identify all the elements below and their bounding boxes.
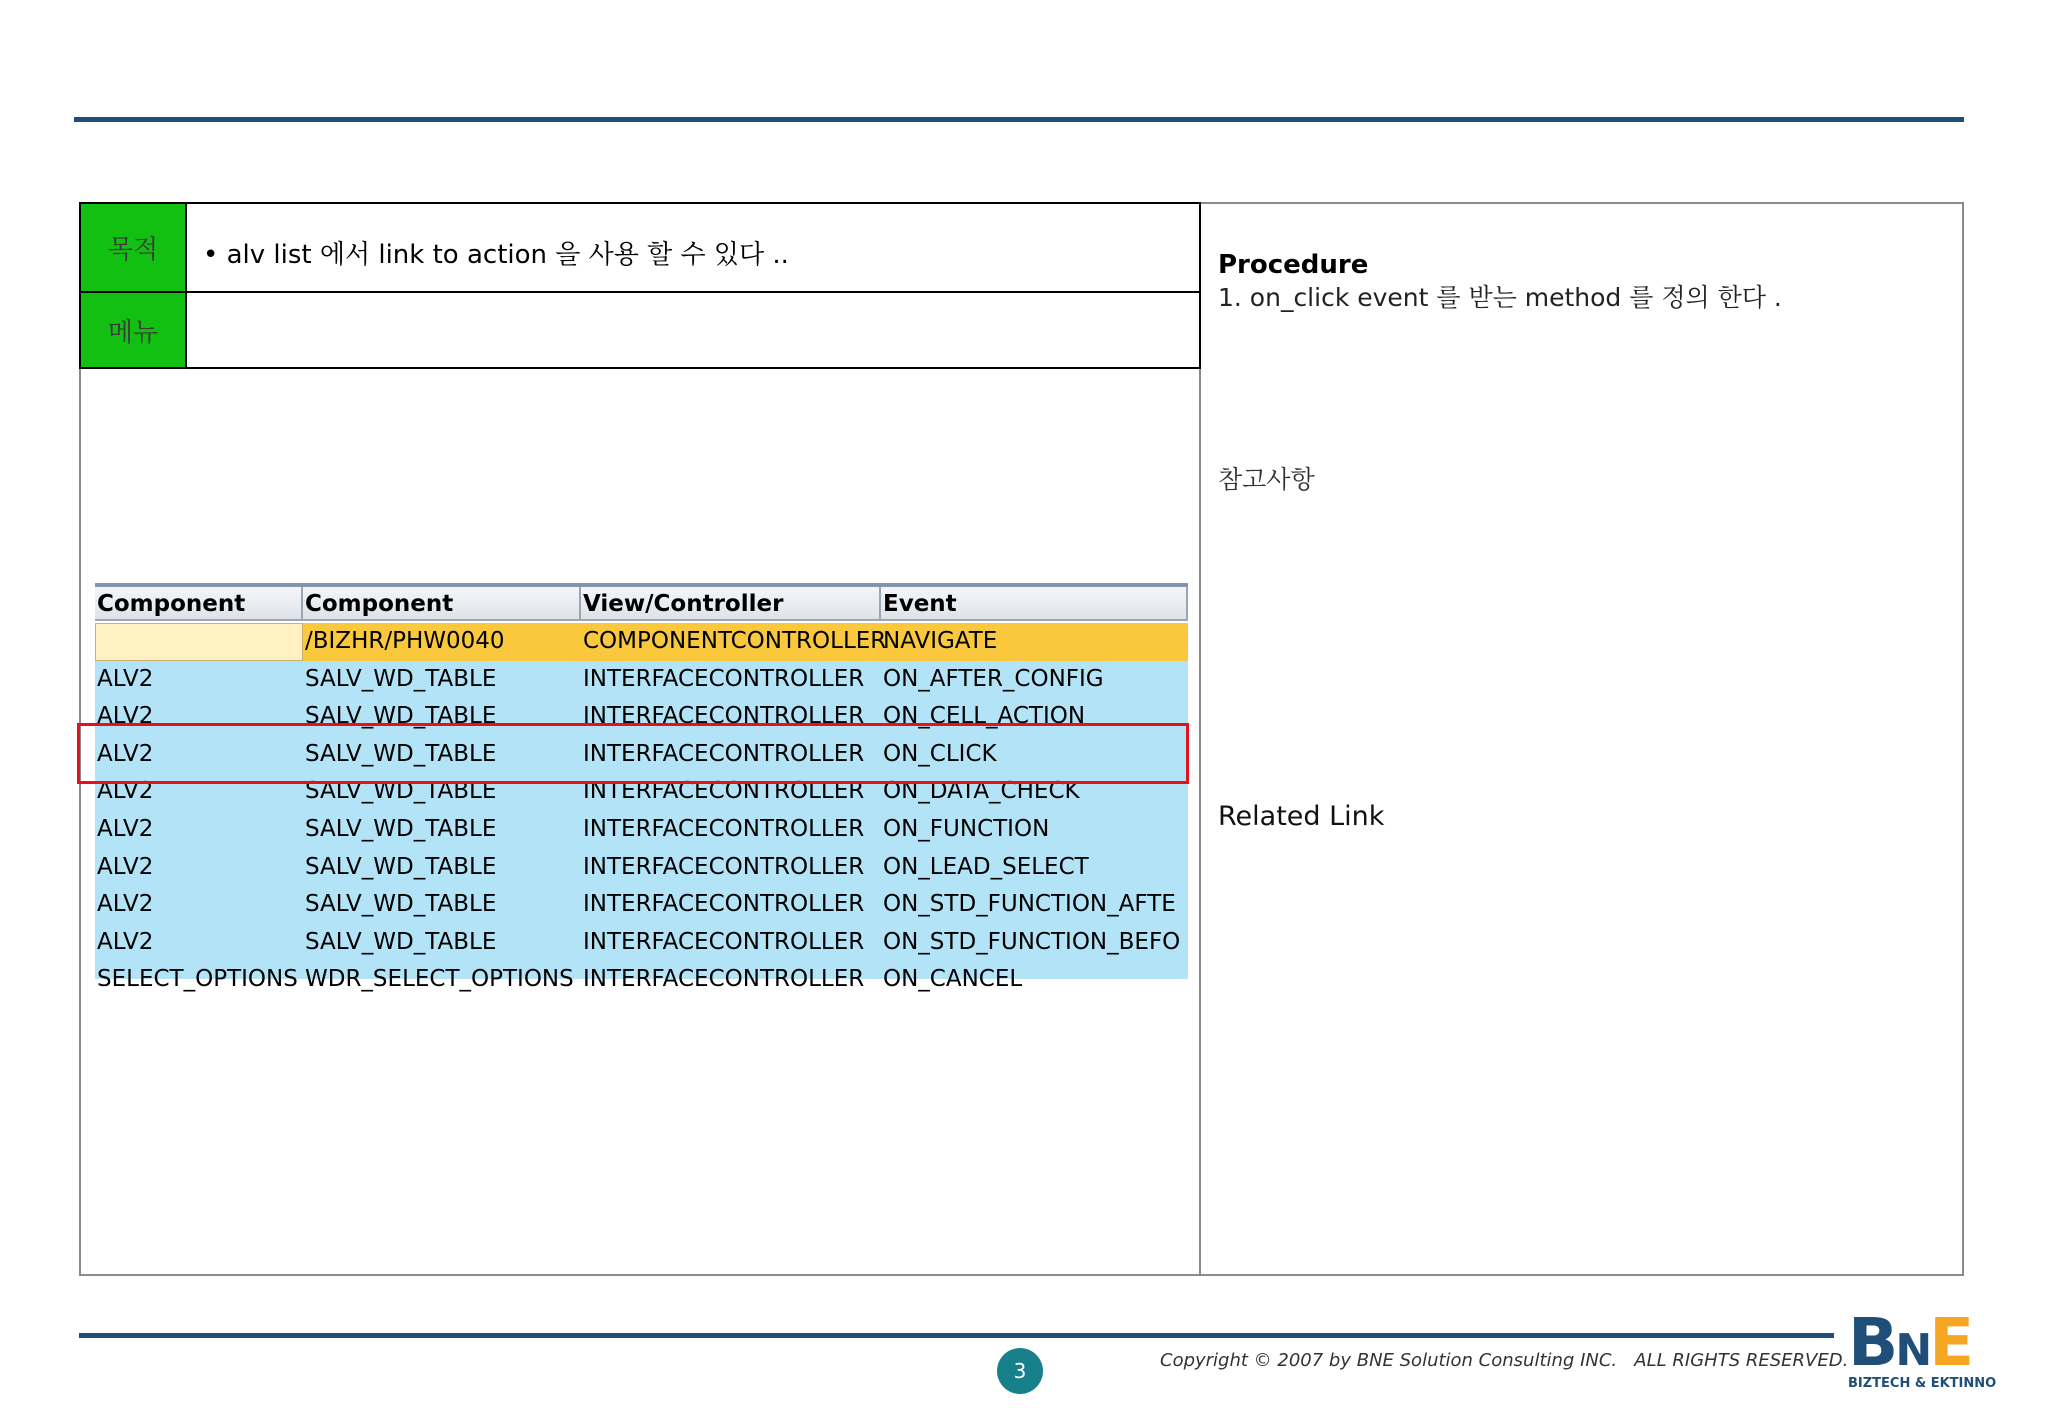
- purpose-row: [79, 202, 1201, 293]
- table-cell: ALV2: [97, 778, 154, 805]
- notes-label: 참고사항: [1218, 465, 1315, 494]
- copyright-text: Copyright © 2007 by BNE Solution Consulting INC. ALL RIGHTS RESERVED.: [1160, 1350, 1849, 1371]
- column-header-event[interactable]: Event: [881, 587, 1188, 621]
- table-cell: SELECT_OPTIONS: [97, 966, 298, 993]
- table-cell: SALV_WD_TABLE: [305, 816, 497, 842]
- table-cell: SALV_WD_TABLE: [305, 703, 497, 730]
- table-cell: SALV_WD_TABLE: [305, 665, 497, 692]
- table-cell: INTERFACECONTROLLER: [583, 778, 865, 805]
- table-row[interactable]: [95, 886, 1188, 924]
- purpose-text: • alv list 에서 link to action 을 사용 할 수 있다 ..: [203, 240, 789, 270]
- on-click-highlight-box: [77, 723, 1189, 784]
- table-row[interactable]: [95, 849, 1188, 887]
- table-cell: SALV_WD_TABLE: [305, 891, 497, 918]
- table-cell: ON_AFTER_CONFIG: [883, 665, 1104, 692]
- table-cell: ALV2: [97, 740, 154, 767]
- logo-letter-e: E: [1929, 1304, 1972, 1381]
- table-cell: COMPONENTCONTROLLER: [583, 628, 887, 654]
- table-cell: INTERFACECONTROLLER: [583, 703, 865, 730]
- table-cell: INTERFACECONTROLLER: [583, 853, 865, 880]
- purpose-label: 목적: [81, 204, 187, 291]
- table-cell: ALV2: [97, 853, 154, 880]
- menu-row: [79, 291, 1201, 369]
- table-cell: INTERFACECONTROLLER: [583, 816, 865, 842]
- table-cell: INTERFACECONTROLLER: [583, 740, 865, 767]
- table-cell: INTERFACECONTROLLER: [583, 891, 865, 918]
- table-cell: SALV_WD_TABLE: [305, 928, 497, 955]
- table-row[interactable]: [95, 961, 1188, 999]
- table-cell: SALV_WD_TABLE: [305, 740, 497, 767]
- table-cell: INTERFACECONTROLLER: [583, 966, 865, 993]
- table-cell: ALV2: [97, 816, 154, 842]
- sap-table-header: [95, 587, 1188, 621]
- table-cell: ALV2: [97, 928, 154, 955]
- table-cell: /BIZHR/PHW0040: [305, 628, 505, 654]
- table-cell: INTERFACECONTROLLER: [583, 928, 865, 955]
- column-header-component-use[interactable]: Component: [95, 587, 303, 621]
- table-cell: ON_STD_FUNCTION_AFTE: [883, 891, 1176, 918]
- table-cell: INTERFACECONTROLLER: [583, 665, 865, 692]
- logo-tagline: BIZTECH & EKTINNO: [1848, 1376, 1997, 1391]
- table-cell: ON_CANCEL: [883, 966, 1023, 993]
- logo-letter-n: N: [1895, 1325, 1930, 1376]
- table-cell: ON_CLICK: [883, 740, 997, 767]
- table-cell: WDR_SELECT_OPTIONS: [305, 966, 574, 993]
- table-cell: ALV2: [97, 665, 154, 692]
- procedure-title: Procedure: [1218, 250, 1369, 280]
- procedure-step: 1. on_click event 를 받는 method 를 정의 한다 .: [1218, 283, 1782, 312]
- table-cell: ALV2: [97, 703, 154, 730]
- table-cell: SALV_WD_TABLE: [305, 853, 497, 880]
- table-cell: ON_FUNCTION: [883, 816, 1050, 842]
- table-row[interactable]: [95, 623, 1188, 661]
- table-cell: ON_DATA_CHECK: [883, 778, 1080, 805]
- table-cell: ON_CELL_ACTION: [883, 703, 1086, 730]
- table-cell: NAVIGATE: [883, 628, 998, 654]
- column-header-view-controller[interactable]: View/Controller: [581, 587, 881, 621]
- table-cell: SALV_WD_TABLE: [305, 778, 497, 805]
- table-cell: ON_LEAD_SELECT: [883, 853, 1089, 880]
- top-rule: [74, 117, 1964, 122]
- column-header-component[interactable]: Component: [303, 587, 581, 621]
- table-cell: ALV2: [97, 891, 154, 918]
- related-link-label[interactable]: Related Link: [1218, 801, 1385, 832]
- logo-letter-b: B: [1848, 1304, 1896, 1381]
- table-cell: [95, 623, 303, 661]
- menu-label: 메뉴: [81, 293, 187, 367]
- page-number-badge: 3: [997, 1348, 1043, 1394]
- bottom-rule: [79, 1333, 1834, 1338]
- logo-mark: [1848, 1304, 1972, 1384]
- table-row[interactable]: [95, 811, 1188, 849]
- table-cell: ON_STD_FUNCTION_BEFO: [883, 928, 1181, 955]
- bne-logo: [1848, 1304, 1998, 1394]
- table-row[interactable]: [95, 661, 1188, 699]
- table-row[interactable]: [95, 924, 1188, 962]
- sap-table-body: [95, 623, 1188, 993]
